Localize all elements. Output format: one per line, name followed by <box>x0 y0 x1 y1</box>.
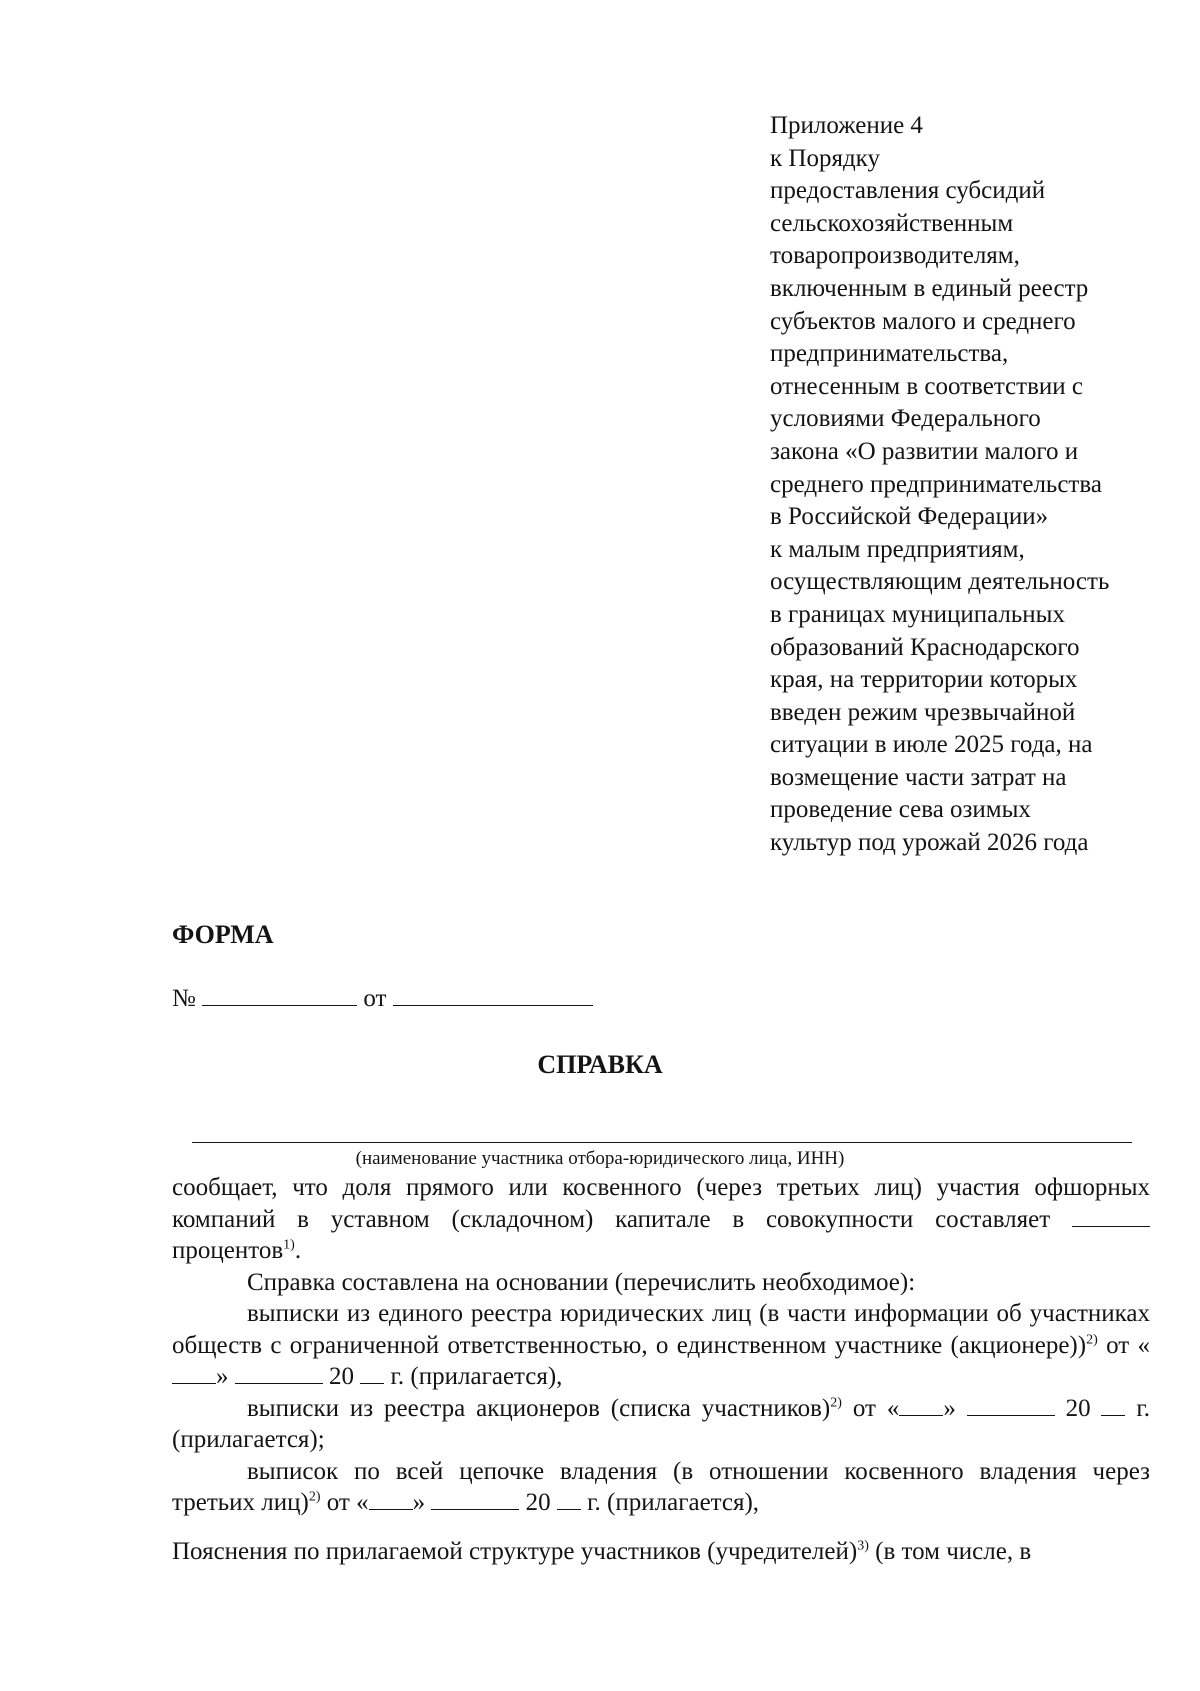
structure-explanation-tail: (в том числе, в <box>875 1537 1032 1565</box>
appendix-line: отнесенным в соответствии с <box>770 372 1083 400</box>
appendix-line: включенным в единый реестр <box>770 274 1089 302</box>
year-prefix: 20 <box>525 1489 551 1516</box>
appendix-line: субъектов малого и среднего <box>770 307 1076 335</box>
paragraph-shareholder-register <box>172 1393 1150 1456</box>
paragraph-structure-explanation <box>172 1536 1150 1568</box>
year-blank[interactable] <box>1101 1397 1125 1416</box>
appendix-line: края, на территории которых <box>770 666 1078 694</box>
paragraph-offshore-share: сообщает, что доля прямого или косвенного (через третьих лиц) участия офшорных компаний в уставном (складочном) капитале в совокупности составляет процентов$^{1)}$. <box>172 1174 1150 1264</box>
year-blank[interactable] <box>557 1491 581 1510</box>
footnote-ref-2: 2) <box>1086 1332 1098 1348</box>
month-blank[interactable] <box>967 1397 1055 1416</box>
appendix-line: к Порядку <box>770 144 880 172</box>
paragraph-ownership-chain <box>172 1456 1150 1519</box>
appendix-line: сельскохозяйственным <box>770 209 1014 237</box>
appendix-line: предоставления субсидий <box>770 177 1046 205</box>
appendix-line: закона «О развитии малого и <box>770 437 1079 465</box>
day-blank[interactable] <box>899 1397 943 1416</box>
participant-caption: (наименование участника отбора-юридического лица, ИНН) <box>355 1148 845 1169</box>
from-label: от <box>1106 1331 1130 1359</box>
paragraph-basis: Справка составлена на основании (перечислить необходимое): <box>247 1268 916 1296</box>
month-blank[interactable] <box>235 1365 323 1384</box>
quote-close: » <box>412 1489 426 1516</box>
footnote-ref-2: 2) <box>308 1489 321 1505</box>
year-prefix: 20 <box>1065 1394 1091 1422</box>
footnote-ref-2: 2) <box>830 1395 842 1411</box>
shareholder-register-text: выписки из реестра акционеров (списка участников) <box>247 1394 831 1422</box>
appendix-line: введен режим чрезвычайной <box>770 698 1076 726</box>
ownership-chain-text: выписок по всей цепочке владения (в отношении косвенного владения через третьих лиц) <box>172 1457 1150 1516</box>
number-sign: № <box>172 985 196 1012</box>
offshore-share-text: сообщает, что доля прямого или косвенного (через третьих лиц) участия офшорных компаний в уставном (складочном) капитале в совокупности составляет <box>172 1174 1150 1233</box>
quote-close: » <box>216 1363 229 1390</box>
appendix-line: осуществляющим деятельность <box>770 568 1110 596</box>
appendix-line: условиями Федерального <box>770 405 1041 433</box>
from-label: от <box>363 985 387 1012</box>
year-prefix: 20 <box>329 1363 354 1390</box>
year-blank[interactable] <box>360 1365 384 1384</box>
appendix-line: ситуации в июле 2025 года, на <box>770 731 1093 759</box>
attached-note: г. (прилагается); <box>172 1394 1151 1453</box>
appendix-line: возмещение части затрат на <box>770 763 1067 791</box>
percent-blank[interactable] <box>1072 1208 1150 1227</box>
paragraph-egrul-extract <box>172 1298 1150 1393</box>
document-title: СПРАВКА <box>537 1050 663 1079</box>
from-label: от <box>326 1489 350 1516</box>
appendix-line: к малым предприятиям, <box>770 535 1025 563</box>
appendix-line: проведение сева озимых <box>770 796 1031 824</box>
number-blank[interactable] <box>202 985 357 1006</box>
month-blank[interactable] <box>431 1491 519 1510</box>
from-label: от <box>852 1394 876 1422</box>
appendix-line: культур под урожай 2026 года <box>770 829 1089 857</box>
appendix-line: образований Краснодарского <box>770 633 1080 661</box>
egrul-extract-text: выписки из единого реестра юридических лиц (в части информации об участниках обществ с ограниченной ответственностью, о единственном участнике (акционере)) <box>172 1300 1150 1359</box>
structure-explanation-text: Пояснения по прилагаемой структуре участников (учредителей) <box>172 1537 858 1565</box>
appendix-line: в Российской Федерации» <box>770 503 1049 531</box>
document-body <box>172 1172 1150 1567</box>
quote-open: « <box>886 1394 900 1422</box>
quote-close: » <box>943 1394 956 1422</box>
appendix-line: среднего предпринимательства <box>770 470 1102 498</box>
number-date-line <box>172 985 593 1013</box>
day-blank[interactable] <box>369 1491 413 1510</box>
participant-name-line[interactable] <box>192 1142 1132 1143</box>
attached-note: г. (прилагается), <box>390 1363 563 1390</box>
date-blank[interactable] <box>393 985 593 1006</box>
attached-note: г. (прилагается), <box>587 1489 760 1516</box>
day-blank[interactable] <box>172 1365 216 1384</box>
footnote-ref-3: 3) <box>857 1538 869 1554</box>
form-label: ФОРМА <box>172 920 274 949</box>
quote-open: « <box>1137 1331 1151 1359</box>
quote-open: « <box>356 1489 369 1516</box>
appendix-line: в границах муниципальных <box>770 600 1065 628</box>
percent-label: процентов <box>172 1237 284 1264</box>
appendix-line: предпринимательства, <box>770 340 1009 368</box>
appendix-line: Приложение 4 <box>770 112 923 139</box>
footnote-ref-1: 1) <box>283 1237 295 1253</box>
appendix-line: товаропроизводителям, <box>770 242 1020 270</box>
appendix-header <box>770 110 1109 860</box>
